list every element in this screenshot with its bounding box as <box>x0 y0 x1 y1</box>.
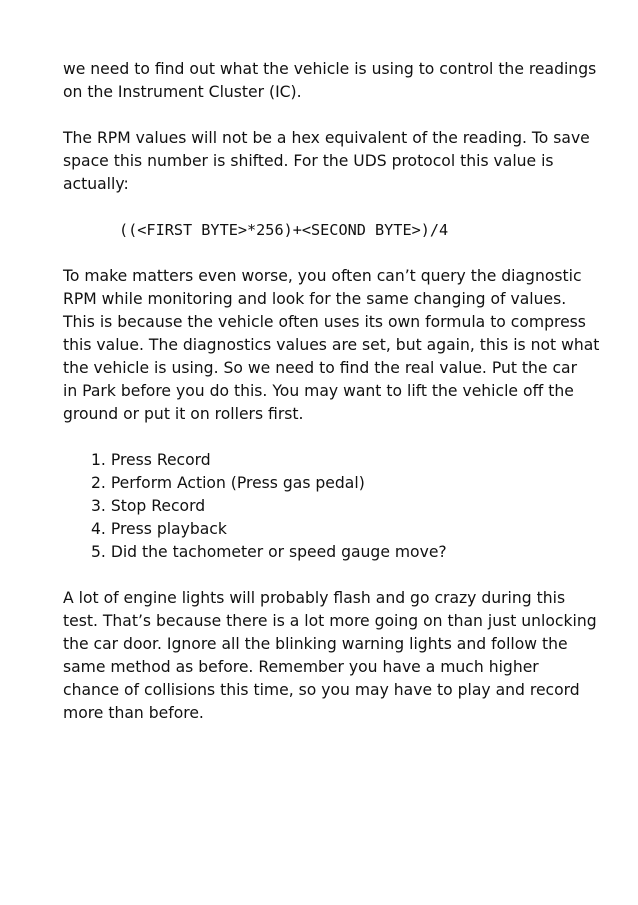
text-line: the car door. Ignore all the blinking warning lights and follow the <box>63 635 568 653</box>
text-line: the vehicle is using. So we need to find the real value. Put the car <box>63 359 578 377</box>
text-line: in Park before you do this. You may want to lift the vehicle off the <box>63 382 574 400</box>
rpm-formula: ((<FIRST BYTE>*256)+<SECOND BYTE>)/4 <box>119 221 449 239</box>
text-line: A lot of engine lights will probably flash and go crazy during this <box>63 589 566 607</box>
intro-paragraph <box>63 58 597 104</box>
closing-paragraph <box>63 587 597 725</box>
worse-paragraph <box>63 265 600 426</box>
document-page <box>63 58 600 748</box>
text-line: To make matters even worse, you often can’t query the diagnostic <box>63 267 582 285</box>
step-item: 2. Perform Action (Press gas pedal) <box>91 474 365 492</box>
step-item: 4. Press playback <box>91 520 227 538</box>
text-line: same method as before. Remember you have a much higher <box>63 658 539 676</box>
text-line: on the Instrument Cluster (IC). <box>63 83 302 101</box>
text-line: chance of collisions this time, so you may have to play and record <box>63 681 580 699</box>
steps-list <box>63 449 583 564</box>
step-item: 3. Stop Record <box>91 497 206 515</box>
text-line: actually: <box>63 175 129 193</box>
text-line: we need to find out what the vehicle is using to control the readings <box>63 60 597 78</box>
text-line: more than before. <box>63 704 204 722</box>
rpm-paragraph <box>63 127 590 196</box>
text-line: space this number is shifted. For the UDS protocol this value is <box>63 152 554 170</box>
text-line: this value. The diagnostics values are set, but again, this is not what <box>63 336 600 354</box>
text-line: test. That’s because there is a lot more going on than just unlocking <box>63 612 597 630</box>
step-item: 5. Did the tachometer or speed gauge move? <box>91 543 447 561</box>
text-line: RPM while monitoring and look for the same changing of values. <box>63 290 567 308</box>
text-line: This is because the vehicle often uses its own formula to compress <box>63 313 586 331</box>
step-item: 1. Press Record <box>91 451 211 469</box>
text-line: ground or put it on rollers first. <box>63 405 304 423</box>
text-line: The RPM values will not be a hex equivalent of the reading. To save <box>63 129 590 147</box>
